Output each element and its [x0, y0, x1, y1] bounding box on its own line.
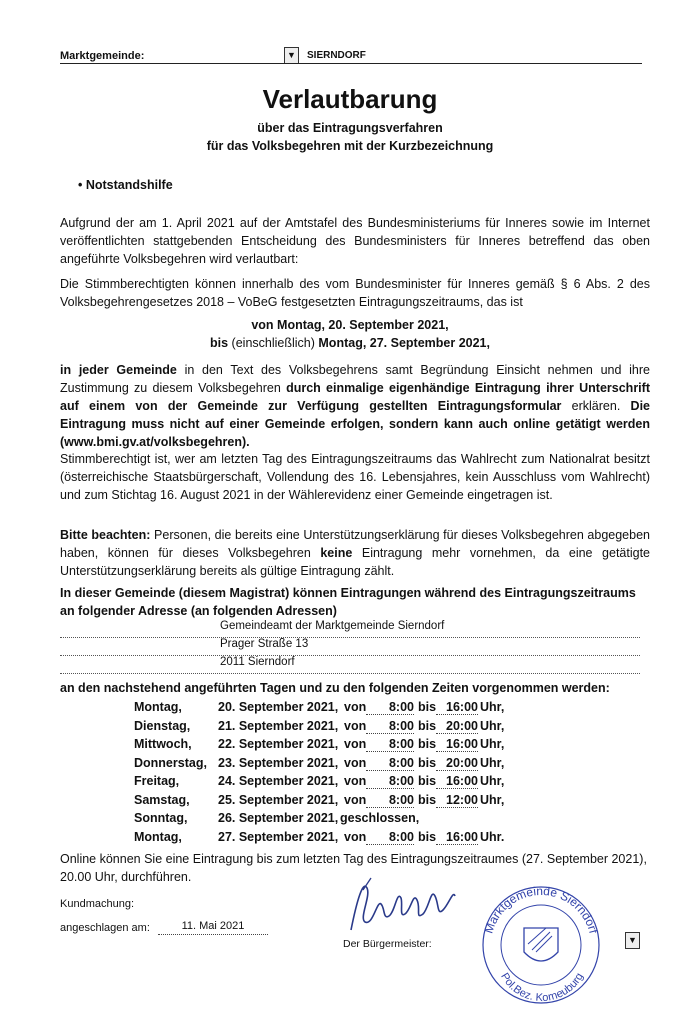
- address-line-3: 2011 Sierndorf: [60, 656, 640, 674]
- chevron-down-icon: ▼: [287, 50, 296, 60]
- schedule-intro: an den nachstehend angeführten Tagen und zu den folgenden Zeiten vorgenommen werden:: [60, 681, 610, 695]
- schedule-date: 27. September 2021,: [218, 829, 339, 844]
- schedule-von: von: [344, 792, 367, 807]
- schedule-date: 24. September 2021,: [218, 774, 339, 788]
- address-line-2: Prager Straße 13: [60, 638, 640, 656]
- main-bold-3: Die Eintragung muss nicht auf einer Gemeinde erfolgen, sondern kann auch online getätigt werden (www.bmi.gv.at/volksbegehren).: [60, 399, 650, 449]
- note-text-1: Personen, die bereits eine Unterstützungserklärung für dieses Volksbegehren abgegeben haben, können für dieses Volksbegehren: [60, 528, 650, 560]
- mayor-signature: [343, 870, 463, 940]
- header-rule: [60, 63, 642, 64]
- intro-paragraph: Aufgrund der am 1. April 2021 auf der Amtstafel des Bundesministeriums für Inneres sowie im Internet veröffentlichten stattgebenden Entscheidung des Bundesministers für Inneres betreffend das oben angeführte Volksbegehren wird verlautbart:: [60, 216, 650, 266]
- schedule-day: Montag,: [134, 829, 182, 844]
- schedule-bis: bis: [418, 792, 437, 807]
- schedule-to-time: 16:00: [436, 700, 478, 715]
- schedule-bis: bis: [418, 829, 437, 844]
- schedule-day: Freitag,: [134, 774, 180, 788]
- svg-text:Pol.Bez. Korneuburg: Pol.Bez. Korneuburg: [498, 970, 586, 1005]
- announcement-label: Kundmachung:: [60, 898, 134, 910]
- schedule-date: 20. September 2021,: [218, 700, 339, 714]
- note-bold: keine: [320, 546, 353, 560]
- schedule-bis: bis: [418, 718, 437, 733]
- municipality-label: Marktgemeinde:: [60, 50, 145, 62]
- schedule-bis: bis: [418, 737, 437, 751]
- schedule-closed: geschlossen,: [340, 811, 420, 825]
- municipality-value: SIERNDORF: [307, 50, 366, 61]
- schedule-to-time: 20:00: [436, 756, 478, 771]
- schedule-date: 25. September 2021,: [218, 792, 339, 807]
- online-note: Online können Sie eine Eintragung bis zum letzten Tag des Eintragungszeitraumes (27. September 2021), 20.00 Uhr, durchführen.: [60, 852, 647, 884]
- schedule-day: Sonntag,: [134, 811, 188, 825]
- schedule-day: Dienstag,: [134, 718, 191, 733]
- period-to-inclusive: (einschließlich): [231, 336, 315, 350]
- chevron-down-icon: ▼: [628, 935, 637, 945]
- schedule-from-time: 8:00: [366, 700, 414, 715]
- schedule-uhr: Uhr,: [480, 718, 505, 733]
- schedule-from-time: 8:00: [366, 830, 414, 845]
- schedule-bis: bis: [418, 755, 437, 770]
- schedule-bis: bis: [418, 700, 437, 714]
- note-text-2: Eintragung mehr vornehmen, da eine getätigte Unterstützungserklärung bereits als gültige Eintragung zählt.: [60, 546, 650, 578]
- schedule-uhr: Uhr,: [480, 774, 505, 788]
- main-text-1: in den Text des Volksbegehrens samt Begründung Einsicht nehmen und ihre Zustimmung zu diesem Volksbegehren: [60, 363, 650, 395]
- schedule-to-time: 16:00: [436, 737, 478, 752]
- period-to-prefix: bis: [210, 336, 229, 350]
- schedule-date: 23. September 2021,: [218, 755, 339, 770]
- schedule-from-time: 8:00: [366, 756, 414, 771]
- schedule-day: Samstag,: [134, 792, 190, 807]
- posted-date: 11. Mai 2021: [158, 920, 268, 935]
- period-to-date: Montag, 27. September 2021,: [318, 336, 490, 350]
- svg-text:Marktgemeinde Sierndorf: Marktgemeinde Sierndorf: [481, 883, 601, 936]
- period-to: [0, 336, 700, 350]
- schedule-uhr: Uhr,: [480, 792, 505, 807]
- schedule-to-time: 20:00: [436, 719, 478, 734]
- period-intro: Die Stimmberechtigten können innerhalb des vom Bundesminister für Inneres gemäß § 6 Abs. 2 des Volksbegehrengesetzes 2018 – VoBeG festgesetzten Eintragungszeitraums, das ist: [60, 277, 650, 309]
- main-text-2: erklären.: [561, 399, 631, 413]
- schedule-day: Donnerstag,: [134, 755, 207, 770]
- subtitle-2: für das Volksbegehren mit der Kurzbezeichnung: [206, 139, 494, 153]
- note-paragraph: [60, 526, 650, 580]
- schedule-von: von: [344, 829, 367, 844]
- schedule-day: Montag,: [134, 700, 182, 714]
- schedule-from-time: 8:00: [366, 774, 414, 789]
- schedule-from-time: 8:00: [366, 737, 414, 752]
- schedule-von: von: [344, 718, 367, 733]
- schedule-date: 26. September 2021,: [218, 811, 339, 825]
- posted-label: angeschlagen am:: [60, 922, 150, 934]
- schedule-von: von: [344, 737, 367, 751]
- schedule-to-time: 12:00: [436, 793, 478, 808]
- seal-dropdown-button[interactable]: [625, 932, 640, 949]
- schedule-from-time: 8:00: [366, 793, 414, 808]
- schedule-date: 22. September 2021,: [218, 737, 339, 751]
- schedule-bis: bis: [418, 774, 437, 788]
- main-bold-1: in jeder Gemeinde: [60, 363, 177, 377]
- schedule-von: von: [344, 700, 367, 714]
- schedule-uhr: Uhr.: [480, 829, 505, 844]
- address-intro: In dieser Gemeinde (diesem Magistrat) können Eintragungen während des Eintragungszeitraums an folgender Adresse (an folgenden Adressen): [60, 586, 636, 618]
- schedule-von: von: [344, 774, 367, 788]
- schedule-from-time: 8:00: [366, 719, 414, 734]
- municipal-seal: [476, 880, 606, 1010]
- schedule-uhr: Uhr,: [480, 737, 505, 751]
- main-paragraph: [60, 361, 650, 451]
- schedule-to-time: 16:00: [436, 830, 478, 845]
- page-title: Verlautbarung: [262, 84, 438, 114]
- main-bold-2: durch einmalige eigenhändige Eintragung ihrer Unterschrift auf einem von der Gemeinde zur Verfügung gestellten Eintragungsformular: [60, 381, 650, 413]
- eligibility-paragraph: Stimmberechtigt ist, wer am letzten Tag des Eintragungszeitraums das Wahlrecht zum Nationalrat besitzt (österreichische Staatsbürgerschaft, Vollendung des 16. Lebensjahres, kein Ausschluss vom Wahlrecht) und zum Stichtag 16. August 2021 in der Wählerevidenz einer Gemeinde eingetragen ist.: [60, 452, 650, 502]
- note-label: Bitte beachten:: [60, 528, 151, 542]
- period-from: von Montag, 20. September 2021,: [251, 318, 449, 332]
- schedule-date: 21. September 2021,: [218, 718, 339, 733]
- schedule-to-time: 16:00: [436, 774, 478, 789]
- schedule-uhr: Uhr,: [480, 700, 505, 714]
- schedule-day: Mittwoch,: [134, 737, 192, 751]
- schedule-uhr: Uhr,: [480, 755, 505, 770]
- address-line-1: Gemeindeamt der Marktgemeinde Sierndorf: [60, 620, 640, 638]
- municipality-dropdown-button[interactable]: [284, 47, 299, 64]
- mayor-label: Der Bürgermeister:: [343, 938, 432, 950]
- initiative-bullet: • Notstandshilfe: [78, 178, 173, 192]
- subtitle-1: über das Eintragungsverfahren: [257, 121, 443, 135]
- schedule-von: von: [344, 755, 367, 770]
